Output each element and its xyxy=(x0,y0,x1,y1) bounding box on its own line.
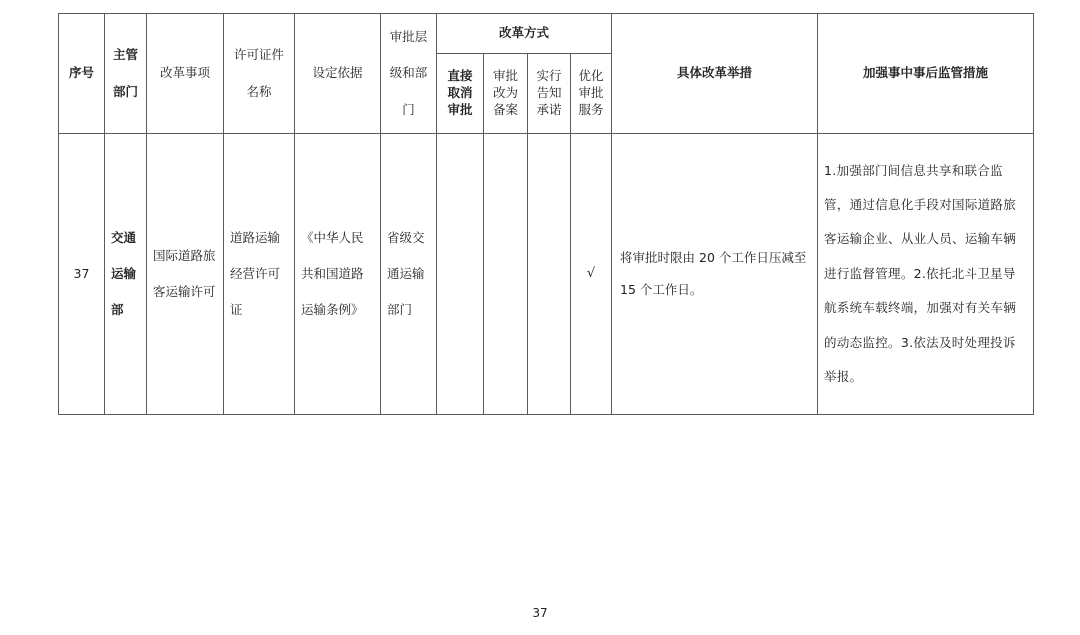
reform-table xyxy=(58,13,1034,415)
header-method-optimize: 优化审批服务 xyxy=(571,54,612,134)
header-seq: 序号 xyxy=(59,14,105,134)
header-method-cancel: 直接取消审批 xyxy=(437,54,484,134)
header-method-notify: 实行告知承诺 xyxy=(528,54,571,134)
header-level: 审批层级和部门 xyxy=(381,14,437,134)
header-dept: 主管部门 xyxy=(105,14,147,134)
row-measures: 将审批时限由 20 个工作日压减至 15 个工作日。 xyxy=(612,134,818,415)
header-method-group: 改革方式 xyxy=(437,14,612,54)
header-item: 改革事项 xyxy=(147,14,224,134)
row-supervision: 1.加强部门间信息共享和联合监管，通过信息化手段对国际道路旅客运输企业、从业人员、运输车辆进行监督管理。2.依托北斗卫星导航系统车载终端，加强对有关车辆的动态监控。3.依法及时处理投诉举报。 xyxy=(818,134,1034,415)
header-method-record: 审批改为备案 xyxy=(484,54,528,134)
row-dept: 交通运输部 xyxy=(105,134,147,415)
row-seq: 37 xyxy=(59,134,105,415)
row-method-optimize-check: √ xyxy=(571,134,612,415)
row-license: 道路运输经营许可证 xyxy=(224,134,295,415)
row-method-record xyxy=(484,134,528,415)
header-license: 许可证件名称 xyxy=(224,14,295,134)
row-method-notify xyxy=(528,134,571,415)
row-level: 省级交通运输部门 xyxy=(381,134,437,415)
row-basis: 《中华人民共和国道路运输条例》 xyxy=(295,134,381,415)
page-number: 37 xyxy=(532,606,548,620)
header-basis: 设定依据 xyxy=(295,14,381,134)
row-item: 国际道路旅客运输许可 xyxy=(147,134,224,415)
row-method-cancel xyxy=(437,134,484,415)
header-measures: 具体改革举措 xyxy=(612,14,818,134)
header-supervision: 加强事中事后监管措施 xyxy=(818,14,1034,134)
